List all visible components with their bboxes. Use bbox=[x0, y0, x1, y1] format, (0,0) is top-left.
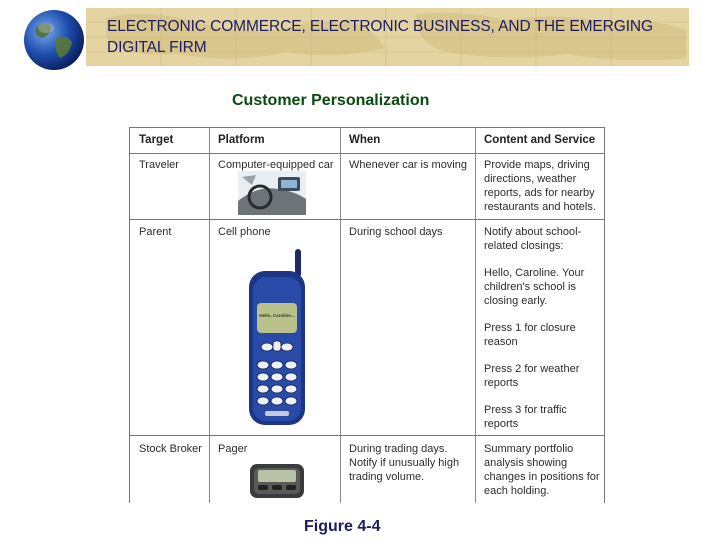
cell-content bbox=[484, 225, 602, 431]
table-header bbox=[130, 127, 604, 154]
cell-when: During school days bbox=[349, 226, 443, 238]
header-content: Content and Service bbox=[484, 134, 596, 146]
cell-platform: Pager bbox=[218, 443, 248, 455]
cell-when: During trading days. Notify if unusually high trading volume. bbox=[349, 443, 460, 483]
globe-icon bbox=[22, 8, 86, 72]
personalization-table bbox=[129, 127, 605, 503]
content-line: Press 2 for weather reports bbox=[484, 363, 580, 389]
cell-when: Whenever car is moving bbox=[349, 159, 467, 171]
header-target: Target bbox=[139, 134, 174, 146]
page-title bbox=[107, 16, 707, 58]
content-line: Hello, Caroline. Your children's school is closing early. bbox=[484, 267, 585, 307]
cell-content: Summary portfolio analysis showing changes in positions for each holding. bbox=[484, 443, 600, 497]
figure-caption: Figure 4-4 bbox=[304, 518, 381, 535]
pager-image bbox=[248, 460, 306, 500]
table-row bbox=[130, 219, 604, 436]
cell-content: Provide maps, driving directions, weather reports, ads for nearby restaurants and hotels. bbox=[484, 159, 596, 213]
cell-target: Traveler bbox=[139, 159, 179, 171]
title-line-2: DIGITAL FIRM bbox=[107, 39, 207, 56]
car-dashboard-image bbox=[238, 171, 306, 215]
header-platform: Platform bbox=[218, 134, 265, 146]
table-row bbox=[130, 435, 604, 503]
cell-phone-image bbox=[245, 249, 311, 427]
cell-platform: Cell phone bbox=[218, 226, 271, 238]
phone-screen-text: Hello, Caroline... bbox=[259, 313, 295, 318]
cell-target: Parent bbox=[139, 226, 172, 238]
cell-platform: Computer-equipped car bbox=[218, 159, 334, 171]
slide-subtitle: Customer Personalization bbox=[232, 92, 430, 109]
content-line: Press 3 for traffic reports bbox=[484, 404, 567, 430]
header-banner bbox=[0, 0, 720, 72]
cell-target: Stock Broker bbox=[139, 443, 202, 455]
table-row bbox=[130, 153, 604, 220]
title-line-1: ELECTRONIC COMMERCE, ELECTRONIC BUSINESS, AND THE EMERGING bbox=[107, 18, 653, 35]
content-line: Press 1 for closure reason bbox=[484, 322, 576, 348]
content-line: Notify about school-related closings: bbox=[484, 226, 582, 252]
header-when: When bbox=[349, 134, 381, 146]
